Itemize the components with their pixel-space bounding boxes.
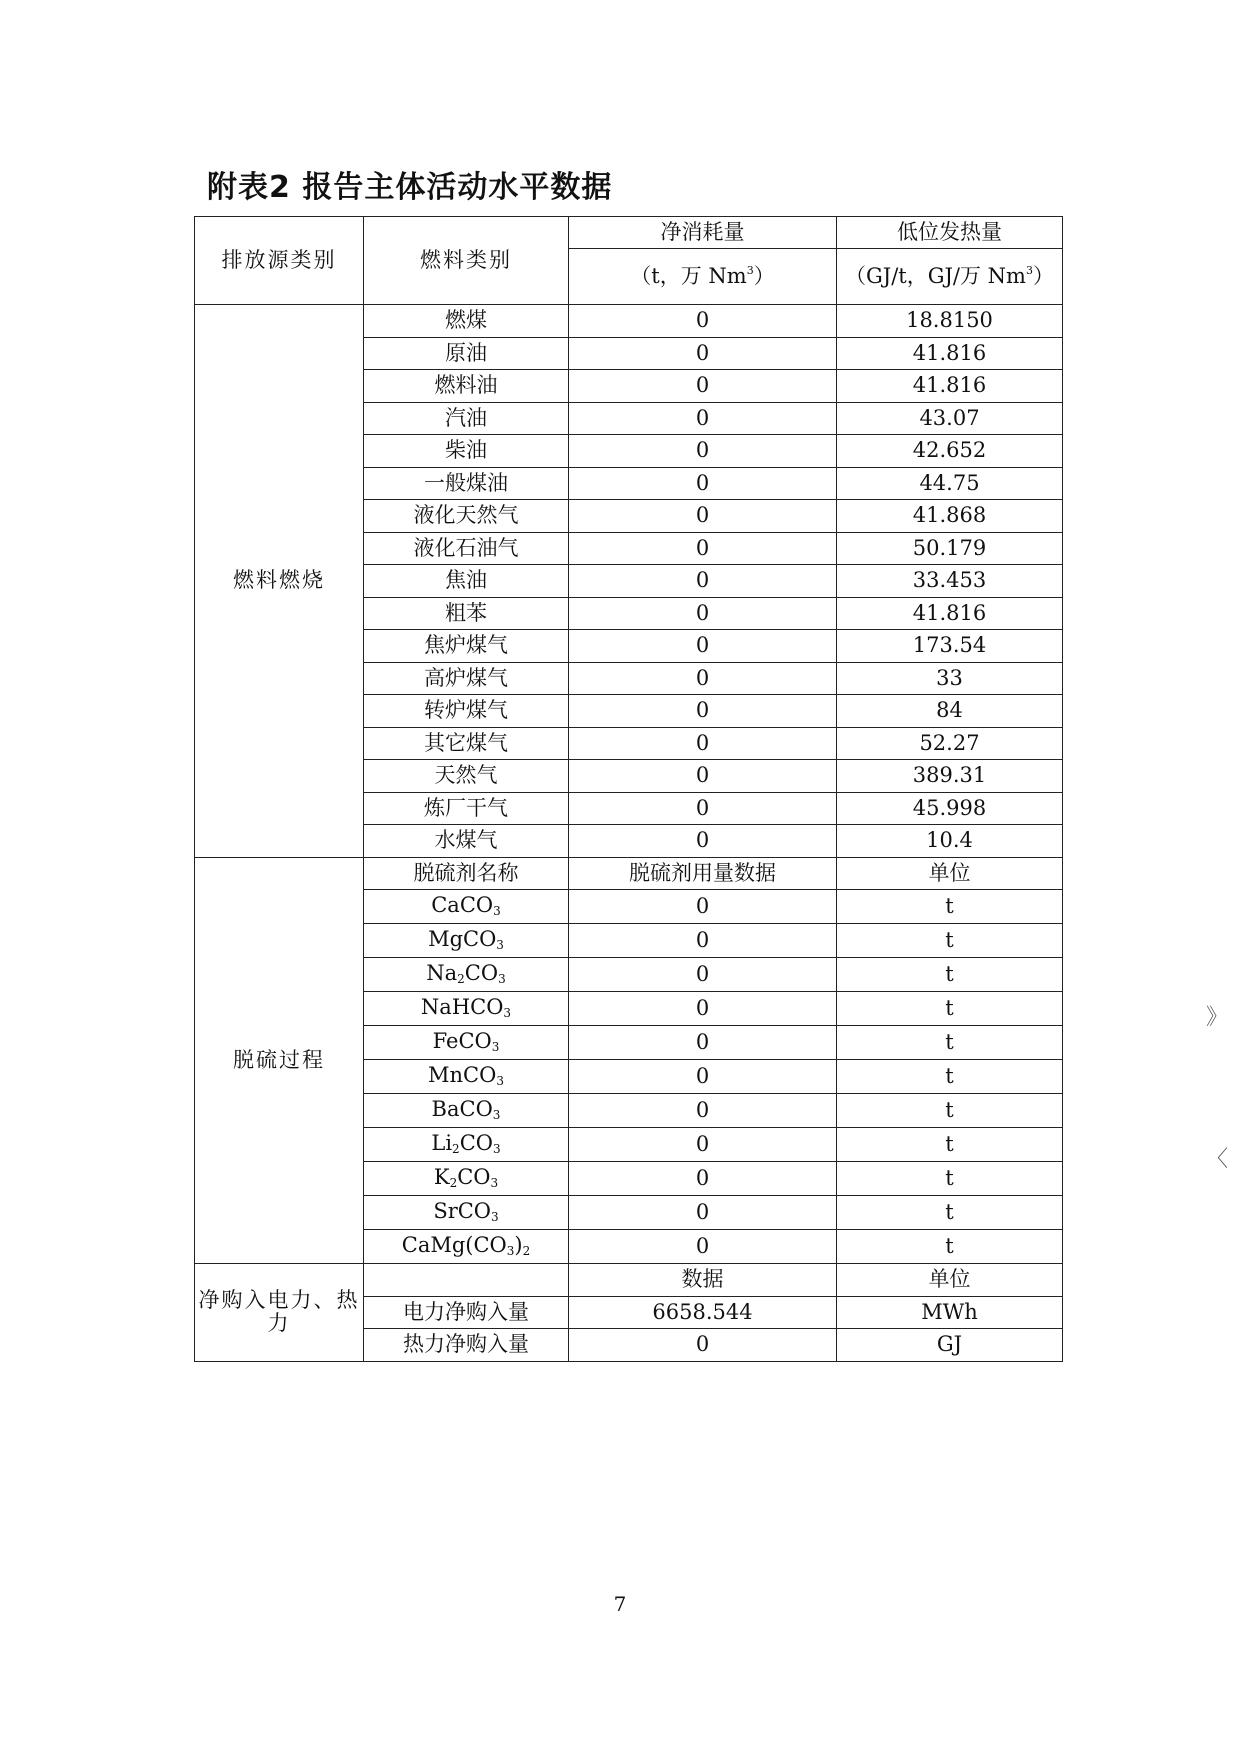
header-row [195,217,1063,249]
fuel-category-header: 燃料类别 [364,217,569,305]
purchased-name-header [364,1264,569,1297]
chemical-subscript: 3 [492,1108,501,1123]
desulfurizer-name [364,1162,569,1196]
desulfurizer-name [364,958,569,992]
fuel-heat-value: 173.54 [837,630,1063,663]
fuel-heat-value: 10.4 [837,825,1063,858]
margin-mark: 〈 [1206,1147,1229,1172]
fuel-heat-value: 84 [837,695,1063,728]
activity-data-table [194,216,1063,1362]
fuel-name: 其它煤气 [364,727,569,760]
chemical-subscript: 3 [496,938,504,953]
fuel-consumption: 0 [569,662,837,695]
fuel-heat-value: 44.75 [837,467,1063,500]
fuel-row [195,305,1063,338]
fuel-consumption: 0 [569,532,837,565]
desulfurizer-unit: t [837,1162,1063,1196]
desulfurizer-amount: 0 [569,958,837,992]
chemical-subscript: 3 [492,1142,501,1157]
fuel-name: 天然气 [364,760,569,793]
fuel-heat-value: 33.453 [837,565,1063,598]
purchased-name: 电力净购入量 [364,1296,569,1329]
desulfurizer-unit: t [837,924,1063,958]
desulfurizer-name [364,992,569,1026]
desulfurization-header-row [195,857,1063,890]
fuel-heat-value: 41.868 [837,500,1063,533]
fuel-name: 粗苯 [364,597,569,630]
fuel-heat-value: 41.816 [837,370,1063,403]
fuel-consumption: 0 [569,337,837,370]
purchased-unit: MWh [837,1296,1063,1329]
chemical-formula-part: ) [514,1233,523,1258]
desulfurizer-amount: 0 [569,1094,837,1128]
chemical-subscript: 2 [452,1142,460,1157]
desulfurizer-unit: t [837,1094,1063,1128]
fuel-heat-value: 389.31 [837,760,1063,793]
fuel-name: 焦油 [364,565,569,598]
chemical-formula-part: CaCO [431,893,494,918]
purchased-amount: 0 [569,1329,837,1362]
chemical-formula-part: MgCO [428,927,497,952]
fuel-name: 燃煤 [364,305,569,338]
fuel-consumption: 0 [569,500,837,533]
desulfurizer-unit: t [837,958,1063,992]
fuel-heat-value: 52.27 [837,727,1063,760]
fuel-heat-value: 41.816 [837,597,1063,630]
chemical-subscript: 3 [496,1074,504,1089]
chemical-formula-part: K [433,1165,450,1190]
desulfurizer-name [364,1128,569,1162]
chemical-formula-part: MnCO [428,1063,497,1088]
desulfurizer-amount: 0 [569,1162,837,1196]
desulfurizer-unit: t [837,1230,1063,1264]
chemical-subscript: 3 [491,1040,500,1055]
desulfurizer-name [364,1060,569,1094]
margin-mark: 》 [1206,1005,1229,1030]
source-category-header: 排放源类别 [195,217,364,305]
fuel-heat-value: 42.652 [837,435,1063,468]
desulfurizer-amount: 0 [569,1026,837,1060]
fuel-heat-value: 33 [837,662,1063,695]
chemical-formula-part: FeCO [432,1029,492,1054]
desulfurizer-unit: t [837,890,1063,924]
fuel-heat-value: 50.179 [837,532,1063,565]
chemical-subscript: 3 [493,904,501,919]
purchased-unit: GJ [837,1329,1063,1362]
chemical-subscript: 2 [457,972,465,987]
fuel-name: 炼厂干气 [364,792,569,825]
desulfurizer-amount: 0 [569,924,837,958]
purchased-header-row [195,1264,1063,1297]
desulfurizer-unit: t [837,1060,1063,1094]
desulfurizer-unit: t [837,992,1063,1026]
consumption-header: 净消耗量 [569,217,837,249]
desulfurizer-name [364,1026,569,1060]
consumption-unit-header: （t，万 Nm$^3$） [569,249,837,305]
fuel-consumption: 0 [569,402,837,435]
desulfurizer-amount: 0 [569,1128,837,1162]
desulfurizer-amount: 0 [569,992,837,1026]
chemical-formula-part: BaCO [431,1097,493,1122]
fuel-consumption: 0 [569,727,837,760]
desulfurizer-amount: 0 [569,890,837,924]
chemical-formula-part: Na [426,961,458,986]
desulfurizer-amount-header: 脱硫剂用量数据 [569,857,837,890]
purchased-amount: 6658.544 [569,1296,837,1329]
fuel-consumption: 0 [569,435,837,468]
desulfurizer-amount: 0 [569,1060,837,1094]
fuel-consumption: 0 [569,792,837,825]
heat-value-unit-header: （GJ/t，GJ/万 Nm$^3$） [837,249,1063,305]
fuel-name: 转炉煤气 [364,695,569,728]
purchased-category: 净购入电力、热力 [195,1264,364,1362]
fuel-consumption: 0 [569,760,837,793]
fuel-consumption: 0 [569,305,837,338]
chemical-subscript: 2 [522,1244,531,1259]
desulfurizer-name [364,890,569,924]
chemical-formula-part: CO [457,1165,491,1190]
purchased-unit-header: 单位 [837,1264,1063,1297]
desulfurizer-name [364,924,569,958]
chemical-formula-part: CO [464,961,499,986]
chemical-formula-part: Li [431,1131,453,1156]
fuel-consumption: 0 [569,467,837,500]
desulfurization-category: 脱硫过程 [195,857,364,1264]
chemical-formula-part: NaHCO [420,995,504,1020]
fuel-name: 原油 [364,337,569,370]
fuel-name: 一般煤油 [364,467,569,500]
fuel-name: 液化天然气 [364,500,569,533]
desulfurizer-unit: t [837,1128,1063,1162]
desulfurizer-name [364,1094,569,1128]
chemical-subscript: 3 [498,972,506,987]
fuel-combustion-category: 燃料燃烧 [195,305,364,858]
fuel-consumption: 0 [569,630,837,663]
chemical-formula-part: SrCO [433,1199,492,1224]
purchased-name: 热力净购入量 [364,1329,569,1362]
fuel-name: 焦炉煤气 [364,630,569,663]
fuel-name: 柴油 [364,435,569,468]
fuel-consumption: 0 [569,597,837,630]
fuel-name: 汽油 [364,402,569,435]
chemical-formula-part: CaMg(CO [401,1233,507,1258]
heat-value-header: 低位发热量 [837,217,1063,249]
fuel-consumption: 0 [569,695,837,728]
desulfurizer-unit-header: 单位 [837,857,1063,890]
chemical-subscript: 3 [490,1176,499,1191]
fuel-name: 液化石油气 [364,532,569,565]
fuel-name: 水煤气 [364,825,569,858]
fuel-consumption: 0 [569,370,837,403]
chemical-subscript: 2 [449,1176,458,1191]
fuel-heat-value: 41.816 [837,337,1063,370]
desulfurizer-amount: 0 [569,1196,837,1230]
desulfurizer-name [364,1230,569,1264]
fuel-consumption: 0 [569,825,837,858]
fuel-name: 燃料油 [364,370,569,403]
purchased-amount-header: 数据 [569,1264,837,1297]
fuel-consumption: 0 [569,565,837,598]
fuel-heat-value: 43.07 [837,402,1063,435]
desulfurizer-name [364,1196,569,1230]
fuel-name: 高炉煤气 [364,662,569,695]
desulfurizer-amount: 0 [569,1230,837,1264]
page-title: 附表2 报告主体活动水平数据 [207,170,613,205]
fuel-heat-value: 18.8150 [837,305,1063,338]
chemical-formula-part: CO [459,1131,493,1156]
fuel-heat-value: 45.998 [837,792,1063,825]
chemical-subscript: 3 [506,1244,515,1259]
chemical-subscript: 3 [491,1210,499,1225]
page-number: 7 [613,1592,627,1616]
desulfurizer-unit: t [837,1196,1063,1230]
desulfurizer-name-header: 脱硫剂名称 [364,857,569,890]
desulfurizer-unit: t [837,1026,1063,1060]
chemical-subscript: 3 [503,1006,512,1021]
